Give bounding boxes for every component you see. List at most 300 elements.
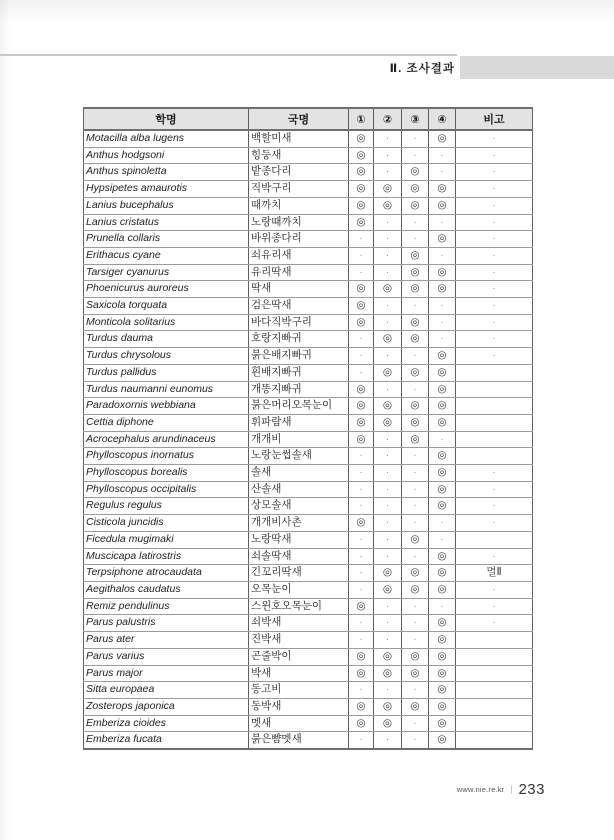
survey-1-cell: ◎ (349, 130, 374, 147)
survey-2-cell: ◎ (374, 398, 402, 415)
table-header-row (84, 108, 533, 130)
remark-cell (456, 698, 533, 715)
table-row (84, 648, 533, 665)
scientific-name-cell: Acrocephalus arundinaceus (84, 431, 249, 448)
col-header-survey-1: ① (349, 108, 374, 130)
survey-4-cell: ◎ (429, 648, 456, 665)
col-header-remarks: 비고 (456, 108, 533, 130)
remark-cell: · (456, 598, 533, 615)
korean-name-cell: 노랑딱새 (249, 531, 349, 548)
korean-name-cell: 바다직박구리 (249, 314, 349, 331)
scientific-name-cell: Hypsipetes amaurotis (84, 181, 249, 198)
survey-1-cell: ◎ (349, 414, 374, 431)
survey-4-cell: · (429, 164, 456, 181)
scientific-name-cell: Cisticola juncidis (84, 515, 249, 532)
remark-cell: · (456, 498, 533, 515)
korean-name-cell: 붉은머리오목눈이 (249, 398, 349, 415)
survey-4-cell: ◎ (429, 665, 456, 682)
remark-cell: · (456, 164, 533, 181)
scientific-name-cell: Cettia diphone (84, 414, 249, 431)
remark-cell (456, 431, 533, 448)
survey-2-cell: · (374, 732, 402, 749)
remark-cell: · (456, 581, 533, 598)
survey-3-cell: ◎ (402, 364, 429, 381)
survey-3-cell: · (402, 615, 429, 632)
scientific-name-cell: Prunella collaris (84, 231, 249, 248)
survey-4-cell: · (429, 431, 456, 448)
remark-cell (456, 414, 533, 431)
footer-website: www.nie.re.kr (456, 785, 505, 794)
col-header-korean-name: 국명 (249, 108, 349, 130)
korean-name-cell: 호랑지빠귀 (249, 331, 349, 348)
table-row (84, 214, 533, 231)
scientific-name-cell: Monticola solitarius (84, 314, 249, 331)
survey-1-cell: ◎ (349, 598, 374, 615)
scientific-name-cell: Tarsiger cyanurus (84, 264, 249, 281)
remark-cell (456, 448, 533, 465)
survey-4-cell: · (429, 147, 456, 164)
chapter-tab-marker (460, 56, 614, 79)
survey-2-cell: ◎ (374, 181, 402, 198)
survey-3-cell: · (402, 515, 429, 532)
scientific-name-cell: Phylloscopus borealis (84, 465, 249, 482)
survey-2-cell: · (374, 498, 402, 515)
survey-2-cell: · (374, 264, 402, 281)
survey-3-cell: ◎ (402, 164, 429, 181)
survey-3-cell: ◎ (402, 314, 429, 331)
remark-cell: · (456, 481, 533, 498)
scientific-name-cell: Motacilla alba lugens (84, 130, 249, 147)
scientific-name-cell: Saxicola torquata (84, 298, 249, 315)
table-row (84, 164, 533, 181)
remark-cell: · (456, 548, 533, 565)
survey-4-cell: ◎ (429, 381, 456, 398)
korean-name-cell: 휘파람새 (249, 414, 349, 431)
remark-cell (456, 665, 533, 682)
scientific-name-cell: Emberiza cioides (84, 715, 249, 732)
table-row (84, 682, 533, 699)
table-row (84, 615, 533, 632)
survey-3-cell: · (402, 298, 429, 315)
survey-2-cell: ◎ (374, 331, 402, 348)
survey-1-cell: · (349, 581, 374, 598)
survey-4-cell: ◎ (429, 581, 456, 598)
table-row (84, 448, 533, 465)
survey-1-cell: · (349, 531, 374, 548)
survey-3-cell: · (402, 448, 429, 465)
survey-1-cell: · (349, 615, 374, 632)
survey-3-cell: ◎ (402, 414, 429, 431)
survey-3-cell: ◎ (402, 331, 429, 348)
table-row (84, 465, 533, 482)
survey-2-cell: · (374, 247, 402, 264)
survey-4-cell: ◎ (429, 715, 456, 732)
survey-3-cell: ◎ (402, 197, 429, 214)
korean-name-cell: 스윈호오목눈이 (249, 598, 349, 615)
survey-1-cell: · (349, 448, 374, 465)
survey-2-cell: · (374, 130, 402, 147)
survey-2-cell: · (374, 481, 402, 498)
survey-2-cell: · (374, 431, 402, 448)
table-row (84, 548, 533, 565)
chapter-heading: Ⅱ. 조사결과 (389, 63, 455, 75)
survey-3-cell: · (402, 465, 429, 482)
survey-3-cell: · (402, 682, 429, 699)
table-row (84, 715, 533, 732)
survey-3-cell: · (402, 548, 429, 565)
survey-4-cell: · (429, 598, 456, 615)
scientific-name-cell: Remiz pendulinus (84, 598, 249, 615)
survey-1-cell: ◎ (349, 281, 374, 298)
remark-cell (456, 682, 533, 699)
korean-name-cell: 쇠박새 (249, 615, 349, 632)
remark-cell: · (456, 515, 533, 532)
survey-3-cell: · (402, 632, 429, 649)
survey-3-cell: · (402, 348, 429, 365)
remark-cell: · (456, 298, 533, 315)
survey-2-cell: · (374, 531, 402, 548)
table-row (84, 698, 533, 715)
korean-name-cell: 산솔새 (249, 481, 349, 498)
survey-4-cell: ◎ (429, 448, 456, 465)
survey-2-cell: ◎ (374, 565, 402, 582)
survey-2-cell: · (374, 314, 402, 331)
korean-name-cell: 노랑눈썹솔새 (249, 448, 349, 465)
survey-4-cell: ◎ (429, 548, 456, 565)
survey-2-cell: · (374, 598, 402, 615)
survey-3-cell: · (402, 130, 429, 147)
survey-1-cell: ◎ (349, 214, 374, 231)
survey-4-cell: ◎ (429, 732, 456, 749)
korean-name-cell: 쇠솔딱새 (249, 548, 349, 565)
korean-name-cell: 밭종다리 (249, 164, 349, 181)
korean-name-cell: 검은딱새 (249, 298, 349, 315)
survey-4-cell: ◎ (429, 264, 456, 281)
remark-cell (456, 398, 533, 415)
survey-2-cell: ◎ (374, 648, 402, 665)
korean-name-cell: 쇠유리새 (249, 247, 349, 264)
table-row (84, 498, 533, 515)
scientific-name-cell: Anthus spinoletta (84, 164, 249, 181)
korean-name-cell: 노랑때까치 (249, 214, 349, 231)
col-header-survey-4: ④ (429, 108, 456, 130)
korean-name-cell: 상모솔새 (249, 498, 349, 515)
survey-2-cell: · (374, 231, 402, 248)
scientific-name-cell: Muscicapa latirostris (84, 548, 249, 565)
survey-1-cell: ◎ (349, 665, 374, 682)
scientific-name-cell: Phylloscopus occipitalis (84, 481, 249, 498)
korean-name-cell: 붉은뺨멧새 (249, 732, 349, 749)
survey-4-cell: ◎ (429, 130, 456, 147)
survey-3-cell: · (402, 498, 429, 515)
korean-name-cell: 개개비사촌 (249, 515, 349, 532)
remark-cell: · (456, 331, 533, 348)
survey-3-cell: ◎ (402, 665, 429, 682)
survey-1-cell: · (349, 632, 374, 649)
survey-2-cell: · (374, 548, 402, 565)
table-row (84, 581, 533, 598)
scientific-name-cell: Parus palustris (84, 615, 249, 632)
korean-name-cell: 힝둥새 (249, 147, 349, 164)
scientific-name-cell: Parus major (84, 665, 249, 682)
remark-cell: · (456, 147, 533, 164)
survey-4-cell: ◎ (429, 682, 456, 699)
remark-cell: · (456, 615, 533, 632)
korean-name-cell: 긴꼬리딱새 (249, 565, 349, 582)
korean-name-cell: 오목눈이 (249, 581, 349, 598)
table-row (84, 314, 533, 331)
scientific-name-cell: Zosterops japonica (84, 698, 249, 715)
scientific-name-cell: Ficedula mugimaki (84, 531, 249, 548)
remark-cell: · (456, 264, 533, 281)
korean-name-cell: 동박새 (249, 698, 349, 715)
remark-cell (456, 531, 533, 548)
scientific-name-cell: Paradoxornis webbiana (84, 398, 249, 415)
survey-4-cell: ◎ (429, 414, 456, 431)
survey-3-cell: ◎ (402, 581, 429, 598)
survey-4-cell: ◎ (429, 197, 456, 214)
survey-4-cell: · (429, 531, 456, 548)
survey-4-cell: · (429, 331, 456, 348)
survey-2-cell: · (374, 381, 402, 398)
table-row (84, 732, 533, 749)
survey-3-cell: ◎ (402, 247, 429, 264)
scientific-name-cell: Terpsiphone atrocaudata (84, 565, 249, 582)
table-row (84, 331, 533, 348)
scientific-name-cell: Erithacus cyane (84, 247, 249, 264)
survey-2-cell: · (374, 348, 402, 365)
survey-3-cell: · (402, 732, 429, 749)
species-table (83, 107, 533, 750)
remark-cell (456, 732, 533, 749)
survey-2-cell: · (374, 465, 402, 482)
survey-3-cell: · (402, 715, 429, 732)
survey-2-cell: · (374, 298, 402, 315)
korean-name-cell: 유리딱새 (249, 264, 349, 281)
table-row (84, 181, 533, 198)
survey-2-cell: · (374, 632, 402, 649)
survey-2-cell: ◎ (374, 364, 402, 381)
scan-top-shadow (0, 0, 614, 22)
survey-1-cell: ◎ (349, 715, 374, 732)
scientific-name-cell: Parus ater (84, 632, 249, 649)
korean-name-cell: 딱새 (249, 281, 349, 298)
korean-name-cell: 곤줄박이 (249, 648, 349, 665)
survey-1-cell: · (349, 565, 374, 582)
page-footer (457, 781, 545, 798)
survey-3-cell: ◎ (402, 531, 429, 548)
table-row (84, 398, 533, 415)
remark-cell (456, 632, 533, 649)
survey-3-cell: ◎ (402, 698, 429, 715)
survey-1-cell: ◎ (349, 197, 374, 214)
table-row (84, 665, 533, 682)
survey-1-cell: · (349, 682, 374, 699)
survey-1-cell: ◎ (349, 431, 374, 448)
table-row (84, 264, 533, 281)
korean-name-cell: 백할미새 (249, 130, 349, 147)
survey-3-cell: · (402, 147, 429, 164)
korean-name-cell: 흰배지빠귀 (249, 364, 349, 381)
survey-2-cell: ◎ (374, 197, 402, 214)
survey-4-cell: ◎ (429, 364, 456, 381)
survey-4-cell: ◎ (429, 565, 456, 582)
survey-1-cell: · (349, 732, 374, 749)
table-row (84, 348, 533, 365)
survey-4-cell: ◎ (429, 231, 456, 248)
survey-4-cell: · (429, 314, 456, 331)
korean-name-cell: 붉은배지빠귀 (249, 348, 349, 365)
remark-cell: 멸Ⅱ (456, 565, 533, 582)
scientific-name-cell: Turdus naumanni eunomus (84, 381, 249, 398)
col-header-survey-2: ② (374, 108, 402, 130)
survey-4-cell: ◎ (429, 481, 456, 498)
scientific-name-cell: Phylloscopus inornatus (84, 448, 249, 465)
col-header-survey-3: ③ (402, 108, 429, 130)
korean-name-cell: 솔새 (249, 465, 349, 482)
korean-name-cell: 때까치 (249, 197, 349, 214)
korean-name-cell: 동고비 (249, 682, 349, 699)
survey-2-cell: · (374, 164, 402, 181)
scientific-name-cell: Phoenicurus auroreus (84, 281, 249, 298)
survey-2-cell: ◎ (374, 698, 402, 715)
survey-4-cell: · (429, 247, 456, 264)
survey-1-cell: · (349, 465, 374, 482)
survey-3-cell: · (402, 231, 429, 248)
remark-cell: · (456, 465, 533, 482)
remark-cell (456, 648, 533, 665)
table-row (84, 364, 533, 381)
table-row (84, 431, 533, 448)
table-row (84, 414, 533, 431)
remark-cell: · (456, 247, 533, 264)
scientific-name-cell: Regulus regulus (84, 498, 249, 515)
survey-1-cell: ◎ (349, 398, 374, 415)
survey-1-cell: ◎ (349, 648, 374, 665)
survey-1-cell: ◎ (349, 314, 374, 331)
scientific-name-cell: Anthus hodgsoni (84, 147, 249, 164)
scientific-name-cell: Sitta europaea (84, 682, 249, 699)
table-row (84, 298, 533, 315)
survey-1-cell: · (349, 331, 374, 348)
korean-name-cell: 직박구리 (249, 181, 349, 198)
species-table-body (84, 130, 533, 749)
survey-2-cell: · (374, 515, 402, 532)
table-row (84, 515, 533, 532)
scientific-name-cell: Emberiza fucata (84, 732, 249, 749)
scan-left-shadow (0, 0, 10, 840)
survey-2-cell: · (374, 682, 402, 699)
footer-separator: | (510, 785, 513, 794)
survey-1-cell: · (349, 348, 374, 365)
survey-3-cell: · (402, 481, 429, 498)
survey-1-cell: · (349, 264, 374, 281)
survey-4-cell: ◎ (429, 632, 456, 649)
survey-3-cell: ◎ (402, 648, 429, 665)
survey-1-cell: · (349, 498, 374, 515)
survey-2-cell: ◎ (374, 581, 402, 598)
scientific-name-cell: Lanius cristatus (84, 214, 249, 231)
korean-name-cell: 진박새 (249, 632, 349, 649)
survey-1-cell: ◎ (349, 381, 374, 398)
remark-cell (456, 715, 533, 732)
table-row (84, 598, 533, 615)
survey-4-cell: ◎ (429, 281, 456, 298)
remark-cell: · (456, 314, 533, 331)
scientific-name-cell: Lanius bucephalus (84, 197, 249, 214)
survey-1-cell: ◎ (349, 515, 374, 532)
survey-2-cell: · (374, 615, 402, 632)
survey-1-cell: · (349, 231, 374, 248)
survey-3-cell: ◎ (402, 264, 429, 281)
survey-2-cell: · (374, 147, 402, 164)
survey-3-cell: · (402, 214, 429, 231)
survey-1-cell: · (349, 364, 374, 381)
korean-name-cell: 바위종다리 (249, 231, 349, 248)
survey-4-cell: ◎ (429, 348, 456, 365)
survey-4-cell: ◎ (429, 398, 456, 415)
remark-cell: · (456, 130, 533, 147)
scientific-name-cell: Turdus dauma (84, 331, 249, 348)
table-row (84, 565, 533, 582)
table-row (84, 130, 533, 147)
survey-3-cell: · (402, 381, 429, 398)
remark-cell: · (456, 181, 533, 198)
table-row (84, 381, 533, 398)
survey-3-cell: · (402, 598, 429, 615)
survey-4-cell: ◎ (429, 698, 456, 715)
survey-4-cell: · (429, 515, 456, 532)
remark-cell: · (456, 231, 533, 248)
table-row (84, 197, 533, 214)
table-row (84, 147, 533, 164)
survey-1-cell: ◎ (349, 164, 374, 181)
survey-4-cell: ◎ (429, 181, 456, 198)
species-table-container (83, 107, 532, 750)
survey-1-cell: ◎ (349, 698, 374, 715)
scientific-name-cell: Turdus chrysolous (84, 348, 249, 365)
table-row (84, 481, 533, 498)
scientific-name-cell: Turdus pallidus (84, 364, 249, 381)
remark-cell: · (456, 197, 533, 214)
survey-2-cell: · (374, 214, 402, 231)
survey-4-cell: · (429, 214, 456, 231)
remark-cell: · (456, 214, 533, 231)
remark-cell (456, 381, 533, 398)
survey-4-cell: ◎ (429, 615, 456, 632)
survey-2-cell: ◎ (374, 281, 402, 298)
page-number: 233 (518, 781, 545, 798)
scientific-name-cell: Aegithalos caudatus (84, 581, 249, 598)
survey-1-cell: · (349, 247, 374, 264)
survey-2-cell: ◎ (374, 715, 402, 732)
survey-1-cell: ◎ (349, 181, 374, 198)
survey-4-cell: · (429, 298, 456, 315)
survey-3-cell: ◎ (402, 398, 429, 415)
header-rule (0, 54, 457, 56)
remark-cell: · (456, 281, 533, 298)
korean-name-cell: 멧새 (249, 715, 349, 732)
table-row (84, 247, 533, 264)
korean-name-cell: 개개비 (249, 431, 349, 448)
survey-2-cell: · (374, 448, 402, 465)
table-row (84, 531, 533, 548)
table-row (84, 632, 533, 649)
korean-name-cell: 박새 (249, 665, 349, 682)
col-header-scientific-name: 학명 (84, 108, 249, 130)
survey-1-cell: · (349, 481, 374, 498)
survey-3-cell: ◎ (402, 181, 429, 198)
